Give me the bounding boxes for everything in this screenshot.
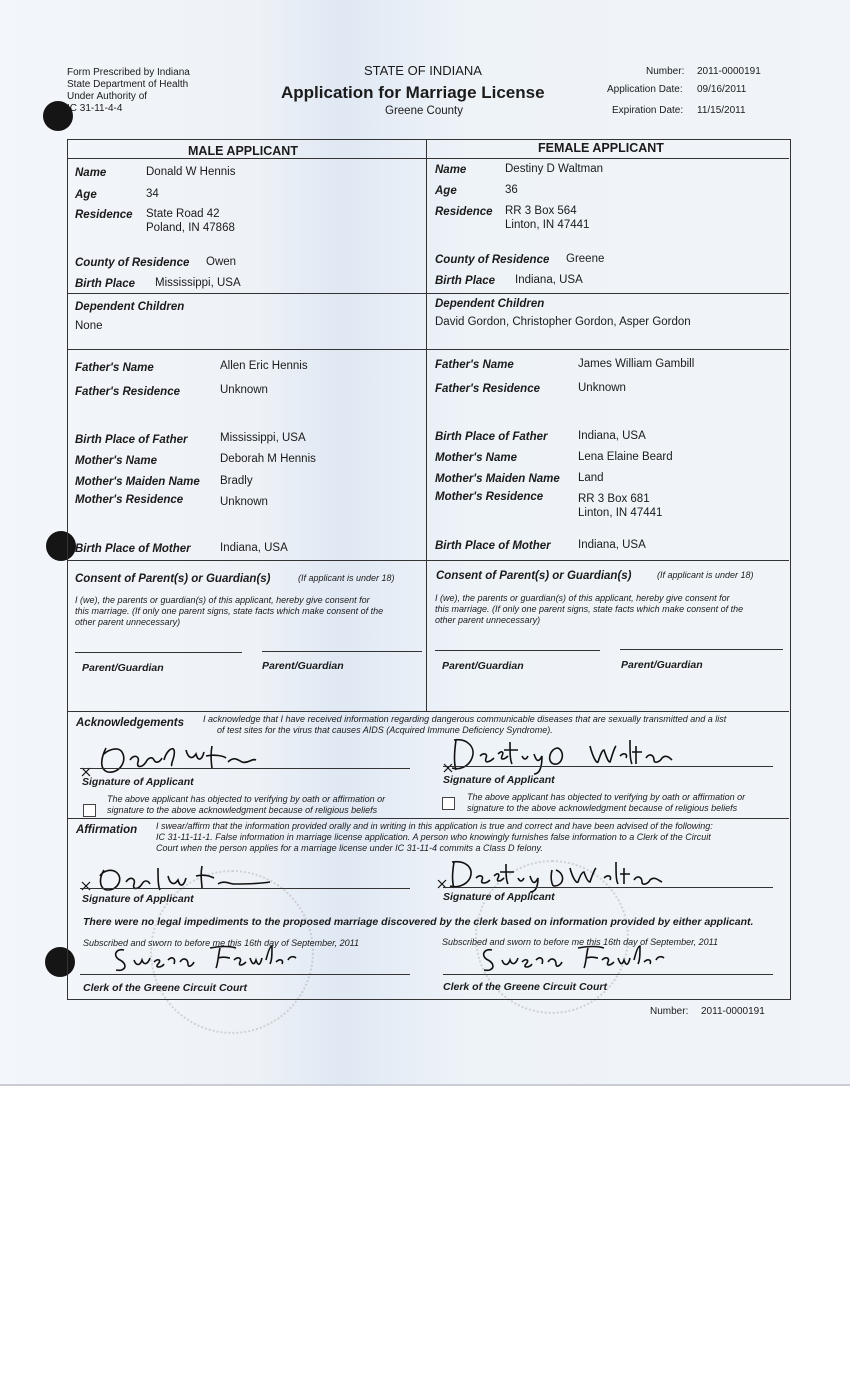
row-divider xyxy=(67,293,789,294)
female-father-birthplace: Indiana, USA xyxy=(578,430,646,442)
male-religious-objection-checkbox[interactable] xyxy=(83,804,96,817)
male-mother-maiden: Bradly xyxy=(220,475,253,487)
male-dependents-label: Dependent Children xyxy=(75,301,185,313)
signature-line xyxy=(443,887,773,888)
female-applicant-signature xyxy=(440,734,680,778)
female-mother-name: Lena Elaine Beard xyxy=(578,451,673,463)
male-subscribed-text: Subscribed and sworn to before me this 16th day of September, 2011 xyxy=(83,938,360,948)
column-divider xyxy=(426,139,427,711)
male-consent-title: Consent of Parent(s) or Guardian(s) xyxy=(75,573,271,585)
application-date: 09/16/2011 xyxy=(697,84,747,95)
male-affirmation-signature xyxy=(78,862,278,896)
footer-number-label: Number: xyxy=(650,1006,689,1017)
female-residence-line2: Linton, IN 47441 xyxy=(505,219,590,231)
signature-line xyxy=(75,652,242,653)
signature-line xyxy=(80,768,410,769)
male-consent-text: this marriage. (If only one parent signs, state facts which make consent of the xyxy=(75,606,384,616)
female-mother-birthplace-label: Birth Place of Mother xyxy=(435,540,551,552)
male-name: Donald W Hennis xyxy=(146,166,236,178)
female-birthplace: Indiana, USA xyxy=(515,274,583,286)
acknowledgements-text: I acknowledge that I have received information regarding dangerous communicable diseases that are sexually transmitted and a list xyxy=(203,714,727,724)
female-subscribed-text: Subscribed and sworn to before me this 16th day of September, 2011 xyxy=(442,937,719,947)
female-clerk-label: Clerk of the Greene Circuit Court xyxy=(443,981,607,993)
female-father-residence-label: Father's Residence xyxy=(435,383,540,395)
female-consent-text: I (we), the parents or guardian(s) of this applicant, hereby give consent for xyxy=(435,593,730,603)
license-number: 2011-0000191 xyxy=(697,66,761,77)
female-name-label: Name xyxy=(435,164,467,176)
female-mother-residence-line1: RR 3 Box 681 xyxy=(578,493,650,505)
male-county-label: County of Residence xyxy=(75,257,190,269)
signature-line xyxy=(80,888,410,889)
male-mother-birthplace: Indiana, USA xyxy=(220,542,288,554)
signature-line xyxy=(443,766,773,767)
row-divider xyxy=(67,560,789,561)
female-mother-birthplace: Indiana, USA xyxy=(578,539,646,551)
male-mother-maiden-label: Mother's Maiden Name xyxy=(75,476,200,488)
affirmation-text: I swear/affirm that the information provided orally and in writing in this application is true and correct and have been advised of the following: xyxy=(156,821,713,831)
male-father-birthplace: Mississippi, USA xyxy=(220,432,306,444)
male-objection-text: The above applicant has objected to verifying by oath or affirmation or xyxy=(107,794,386,804)
male-father-name: Allen Eric Hennis xyxy=(220,360,308,372)
female-dependents-label: Dependent Children xyxy=(435,298,545,310)
acknowledgements-text: of test sites for the virus that causes AIDS (Acquired Immune Deficiency Syndrome). xyxy=(217,725,553,735)
female-mother-residence-label: Mother's Residence xyxy=(435,491,544,503)
male-applicant-signature xyxy=(78,738,263,778)
application-date-label: Application Date: xyxy=(607,84,683,95)
female-father-residence: Unknown xyxy=(578,382,626,394)
impediments-statement: There were no legal impediments to the proposed marriage discovered by the clerk based on information provided by either applicant. xyxy=(83,916,754,928)
female-objection-text: signature to the above acknowledgment because of religious beliefs xyxy=(467,803,738,813)
footer-number: 2011-0000191 xyxy=(701,1006,765,1017)
female-mother-name-label: Mother's Name xyxy=(435,452,517,464)
row-divider xyxy=(67,349,789,350)
male-father-residence: Unknown xyxy=(220,384,268,396)
affirmation-text: IC 31-11-11-1. False information in marriage license application. A person who knowingly furnishes false information to a Clerk of the Circuit xyxy=(156,832,711,842)
row-divider xyxy=(67,158,789,159)
female-clerk-signature xyxy=(478,942,668,976)
female-consent-text: this marriage. (If only one parent signs, state facts which make consent of the xyxy=(435,604,744,614)
male-age-label: Age xyxy=(75,189,97,201)
female-objection-text: The above applicant has objected to verifying by oath or affirmation or xyxy=(467,792,746,802)
female-father-birthplace-label: Birth Place of Father xyxy=(435,431,548,443)
male-mother-birthplace-label: Birth Place of Mother xyxy=(75,543,191,555)
male-signature-label: Signature of Applicant xyxy=(82,776,194,788)
form-prescribed-line: IC 31-11-4-4 xyxy=(67,103,123,114)
male-applicant-heading: MALE APPLICANT xyxy=(188,144,298,158)
male-mother-name-label: Mother's Name xyxy=(75,455,157,467)
female-parent-guardian-label: Parent/Guardian xyxy=(621,659,703,671)
female-parent-guardian-label: Parent/Guardian xyxy=(442,660,524,672)
female-mother-maiden: Land xyxy=(578,472,604,484)
male-objection-text: signature to the above acknowledgment because of religious beliefs xyxy=(107,805,378,815)
signature-line xyxy=(435,650,600,651)
male-consent-text: other parent unnecessary) xyxy=(75,617,181,627)
male-age: 34 xyxy=(146,188,159,200)
female-religious-objection-checkbox[interactable] xyxy=(442,797,455,810)
male-consent-note: (If applicant is under 18) xyxy=(298,573,395,583)
male-mother-residence-label: Mother's Residence xyxy=(75,494,184,506)
female-consent-title: Consent of Parent(s) or Guardian(s) xyxy=(436,570,632,582)
county-heading: Greene County xyxy=(385,105,463,117)
affirmation-title: Affirmation xyxy=(76,824,138,836)
male-parent-guardian-label: Parent/Guardian xyxy=(82,662,164,674)
female-county: Greene xyxy=(566,253,605,265)
expiration-date: 11/15/2011 xyxy=(697,105,746,116)
page-edge xyxy=(0,1084,850,1086)
signature-line xyxy=(443,974,773,975)
female-county-label: County of Residence xyxy=(435,254,550,266)
state-heading: STATE OF INDIANA xyxy=(364,63,482,78)
female-residence-label: Residence xyxy=(435,206,493,218)
female-father-name-label: Father's Name xyxy=(435,359,514,371)
female-dependents: David Gordon, Christopher Gordon, Asper Gordon xyxy=(435,316,691,328)
female-father-name: James William Gambill xyxy=(578,358,695,370)
female-residence-line1: RR 3 Box 564 xyxy=(505,205,577,217)
female-consent-note: (If applicant is under 18) xyxy=(657,570,754,580)
male-consent-text: I (we), the parents or guardian(s) of this applicant, hereby give consent for xyxy=(75,595,370,605)
acknowledgements-title: Acknowledgements xyxy=(76,717,184,729)
male-parent-guardian-label: Parent/Guardian xyxy=(262,660,344,672)
male-affirmation-signature-label: Signature of Applicant xyxy=(82,893,194,905)
male-father-name-label: Father's Name xyxy=(75,362,154,374)
signature-line xyxy=(620,649,783,650)
male-name-label: Name xyxy=(75,167,107,179)
male-residence-line2: Poland, IN 47868 xyxy=(146,222,235,234)
female-affirmation-signature-label: Signature of Applicant xyxy=(443,891,555,903)
female-mother-maiden-label: Mother's Maiden Name xyxy=(435,473,560,485)
female-age: 36 xyxy=(505,184,518,196)
male-mother-name: Deborah M Hennis xyxy=(220,453,316,465)
female-consent-text: other parent unnecessary) xyxy=(435,615,541,625)
male-residence-label: Residence xyxy=(75,209,133,221)
form-prescribed-line: State Department of Health xyxy=(67,79,189,90)
affirmation-text: Court when the person applies for a marriage license under IC 31-11-4 commits a Class D felony. xyxy=(156,843,543,853)
male-clerk-label: Clerk of the Greene Circuit Court xyxy=(83,982,247,994)
number-label: Number: xyxy=(646,66,685,77)
page-title: Application for Marriage License xyxy=(281,83,545,102)
expiration-date-label: Expiration Date: xyxy=(612,105,684,116)
male-mother-residence-line1: Unknown xyxy=(220,496,268,508)
female-age-label: Age xyxy=(435,185,457,197)
male-birthplace: Mississippi, USA xyxy=(155,277,241,289)
female-mother-residence-line2: Linton, IN 47441 xyxy=(578,507,663,519)
female-name: Destiny D Waltman xyxy=(505,163,603,175)
form-prescribed-line: Under Authority of xyxy=(67,91,148,102)
signature-line xyxy=(80,974,410,975)
row-divider xyxy=(67,818,789,819)
female-birthplace-label: Birth Place xyxy=(435,275,496,287)
male-birthplace-label: Birth Place xyxy=(75,278,136,290)
female-signature-label: Signature of Applicant xyxy=(443,774,555,786)
female-affirmation-signature xyxy=(434,858,684,894)
male-dependents: None xyxy=(75,320,103,332)
male-father-residence-label: Father's Residence xyxy=(75,386,180,398)
form-prescribed-line: Form Prescribed by Indiana xyxy=(67,67,190,78)
male-county: Owen xyxy=(206,256,237,268)
row-divider xyxy=(67,711,789,712)
female-applicant-heading: FEMALE APPLICANT xyxy=(538,141,664,155)
male-residence-line1: State Road 42 xyxy=(146,208,220,220)
male-clerk-signature xyxy=(110,942,300,976)
male-father-birthplace-label: Birth Place of Father xyxy=(75,434,188,446)
signature-line xyxy=(262,651,422,652)
